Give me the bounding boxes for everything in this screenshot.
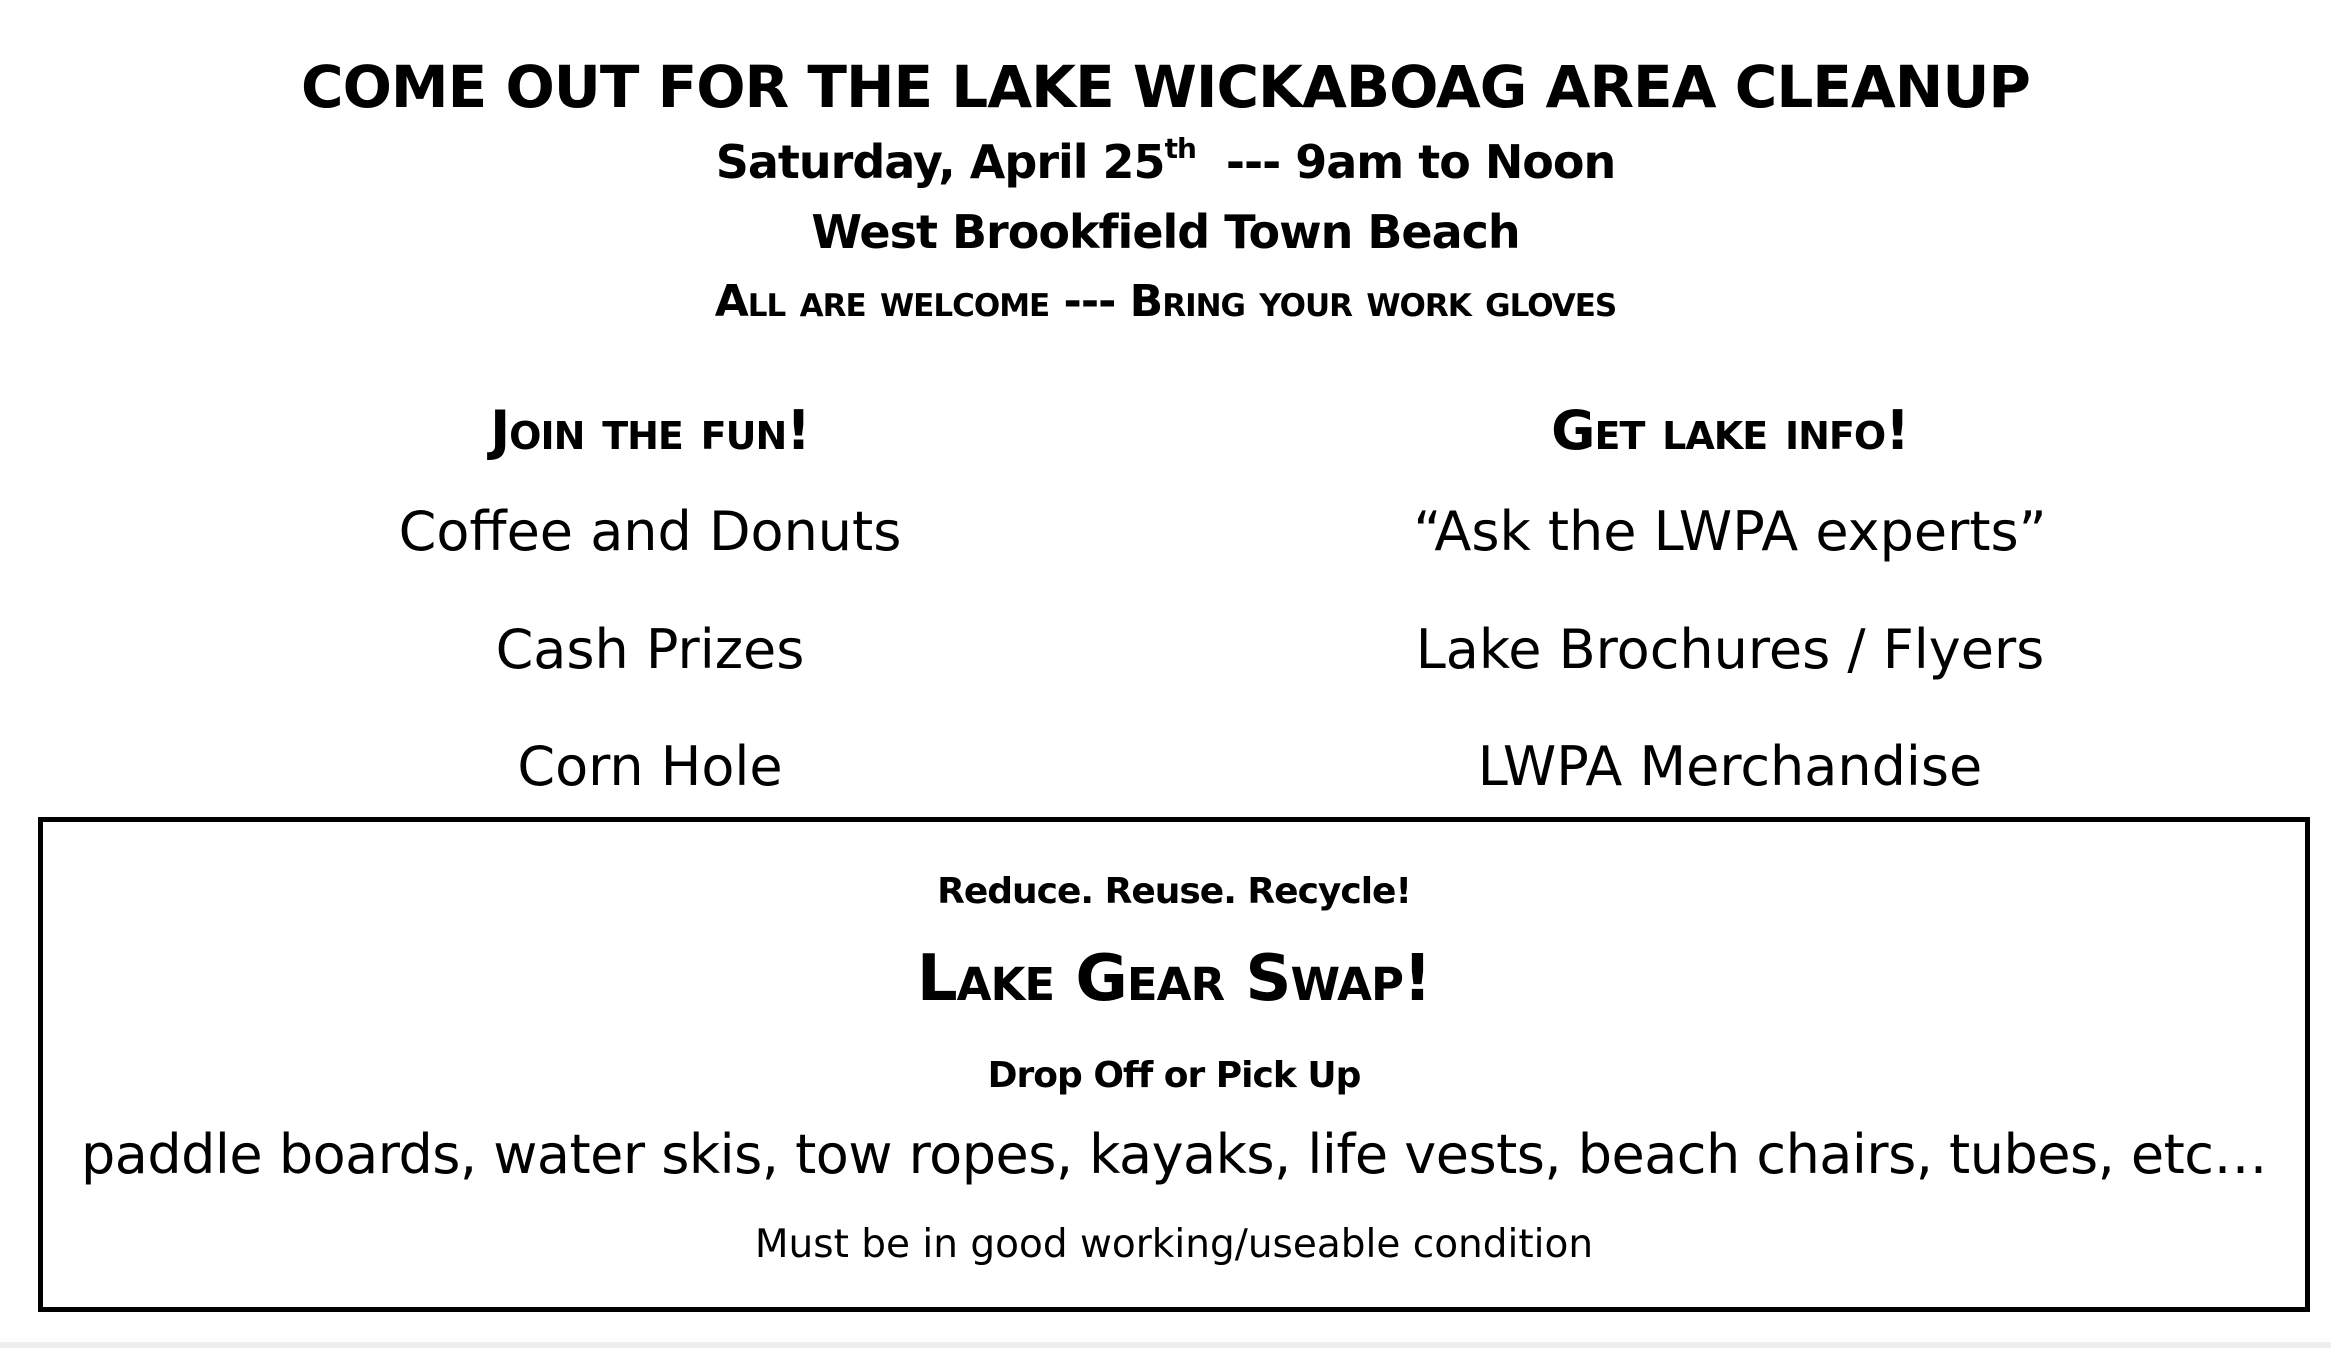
list-item: LWPA Merchandise	[1477, 735, 1983, 798]
gear-swap-tagline: Reduce. Reuse. Recycle!	[937, 871, 1411, 912]
list-item: “Ask the LWPA experts”	[1413, 500, 2047, 563]
join-fun-heading: Join the fun!	[490, 399, 810, 462]
welcome-line: All are welcome --- Bring your work gloves	[714, 276, 1617, 327]
event-time: --- 9am to Noon	[1225, 135, 1616, 189]
list-item: Corn Hole	[517, 735, 783, 798]
list-item: Coffee and Donuts	[398, 500, 902, 563]
event-location: West Brookfield Town Beach	[811, 205, 1520, 259]
gear-swap-items: paddle boards, water skis, tow ropes, kayaks, life vests, beach chairs, tubes, etc…	[81, 1123, 2267, 1186]
gear-swap-subheading: Drop Off or Pick Up	[987, 1055, 1361, 1096]
event-date: Saturday, April 25	[715, 135, 1165, 189]
gear-swap-box	[38, 817, 2310, 1312]
list-item: Cash Prizes	[495, 618, 805, 681]
bottom-divider	[0, 1342, 2331, 1348]
flyer-title: COME OUT FOR THE LAKE WICKABOAG AREA CLEANUP	[301, 53, 2030, 121]
lake-info-heading: Get lake info!	[1551, 399, 1909, 462]
gear-swap-heading: Lake Gear Swap!	[916, 942, 1432, 1016]
event-date-suffix: th	[1164, 131, 1196, 165]
gear-swap-note: Must be in good working/useable condition	[754, 1222, 1594, 1267]
event-date-line	[0, 131, 2331, 190]
list-item: Lake Brochures / Flyers	[1415, 618, 2045, 681]
